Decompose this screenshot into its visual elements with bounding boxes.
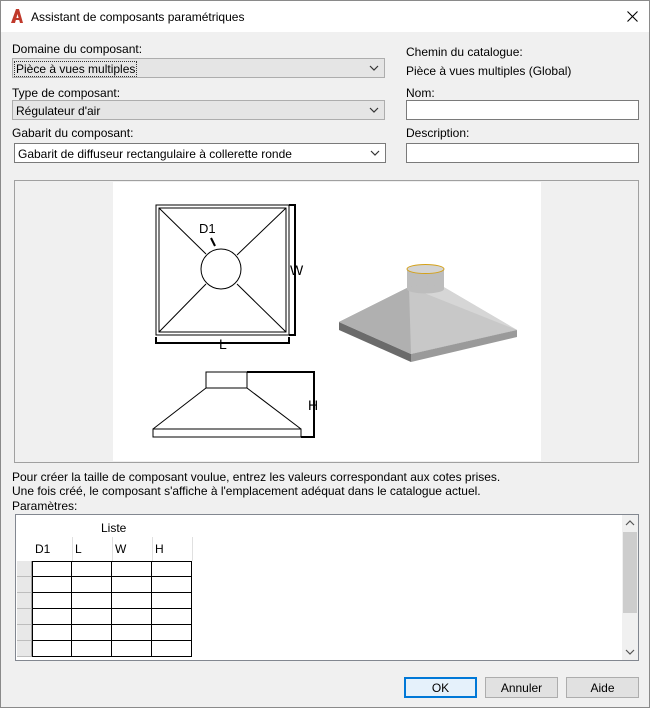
domain-select[interactable]	[12, 58, 385, 78]
parameters-label: Paramètres:	[12, 499, 78, 513]
grid-cell-d1[interactable]	[32, 641, 72, 657]
d1-dimension-label: D1	[199, 221, 216, 236]
header-column-separator	[152, 537, 153, 561]
scroll-thumb[interactable]	[623, 532, 637, 613]
ok-button[interactable]: OK	[404, 677, 477, 698]
grid-cell-d1[interactable]	[32, 577, 72, 593]
template-select[interactable]	[14, 143, 386, 163]
header-column-separator	[192, 537, 193, 561]
chevron-down-icon	[369, 62, 379, 74]
column-header-d1: D1	[35, 542, 51, 556]
parameters-grid[interactable]	[15, 514, 639, 661]
scroll-down-arrow-icon[interactable]	[625, 647, 635, 657]
row-header-cell[interactable]	[17, 609, 32, 625]
name-input[interactable]	[406, 100, 639, 120]
grid-cell-h[interactable]	[152, 641, 192, 657]
row-header-cell[interactable]	[17, 593, 32, 609]
type-select[interactable]	[12, 100, 385, 120]
w-dimension-label: W	[290, 262, 304, 278]
scroll-up-arrow-icon[interactable]	[625, 518, 635, 528]
column-header-h: H	[155, 542, 164, 556]
diffuser-drawing	[113, 182, 541, 461]
l-dimension-label: L	[219, 336, 227, 352]
grid-cell-w[interactable]	[112, 625, 152, 641]
cancel-button[interactable]: Annuler	[485, 677, 558, 698]
description-input[interactable]	[406, 143, 639, 163]
template-value: Gabarit de diffuseur rectangulaire à collerette ronde	[18, 147, 292, 161]
grid-cell-h[interactable]	[152, 561, 192, 577]
instruction-line-1: Pour créer la taille de composant voulue, entrez les valeurs correspondant aux cotes prises.	[12, 470, 501, 484]
help-button[interactable]: Aide	[566, 677, 639, 698]
h-dimension-label: H	[308, 397, 319, 413]
grid-cell-d1[interactable]	[32, 625, 72, 641]
column-header-l: L	[75, 542, 82, 556]
grid-cell-d1[interactable]	[32, 593, 72, 609]
description-label: Description:	[406, 126, 470, 140]
column-header-w: W	[115, 542, 127, 556]
instruction-line-2: Une fois créé, le composant s'affiche à l'emplacement adéquat dans le catalogue actuel.	[12, 484, 481, 498]
close-icon	[627, 11, 638, 22]
preview-panel	[14, 180, 639, 463]
grid-cell-h[interactable]	[152, 609, 192, 625]
domain-value: Pièce à vues multiples	[16, 62, 136, 76]
header-column-separator	[112, 537, 113, 561]
grid-cell-l[interactable]	[72, 561, 112, 577]
grid-cell-h[interactable]	[152, 625, 192, 641]
grid-cell-h[interactable]	[152, 593, 192, 609]
chevron-down-icon	[370, 147, 380, 159]
grid-cell-w[interactable]	[112, 593, 152, 609]
domain-label: Domaine du composant:	[12, 42, 143, 56]
diffuser-preview-image	[113, 182, 541, 461]
grid-group-header: Liste	[101, 521, 127, 535]
window-title: Assistant de composants paramétriques	[31, 10, 245, 24]
vertical-scrollbar[interactable]	[622, 515, 638, 660]
close-button[interactable]	[615, 1, 649, 32]
row-header-cell[interactable]	[17, 577, 32, 593]
row-header-cell[interactable]	[17, 625, 32, 641]
grid-cell-l[interactable]	[72, 609, 112, 625]
grid-cell-d1[interactable]	[32, 561, 72, 577]
type-label: Type de composant:	[12, 86, 121, 100]
elevation-view	[153, 372, 314, 437]
grid-cell-l[interactable]	[72, 625, 112, 641]
chevron-down-icon	[369, 104, 379, 116]
type-value: Régulateur d'air	[16, 104, 101, 118]
grid-cell-h[interactable]	[152, 577, 192, 593]
grid-cell-l[interactable]	[72, 577, 112, 593]
autocad-a-icon	[10, 8, 24, 24]
grid-cell-w[interactable]	[112, 609, 152, 625]
template-label: Gabarit du composant:	[12, 126, 134, 140]
plan-view	[156, 205, 295, 343]
title-bar	[1, 1, 649, 32]
grid-cell-l[interactable]	[72, 641, 112, 657]
grid-cell-l[interactable]	[72, 593, 112, 609]
row-header-cell[interactable]	[17, 641, 32, 657]
name-label: Nom:	[406, 86, 435, 100]
isometric-view	[339, 265, 517, 363]
grid-cell-d1[interactable]	[32, 609, 72, 625]
row-header-cell[interactable]	[17, 561, 32, 577]
grid-cell-w[interactable]	[112, 577, 152, 593]
header-column-separator	[72, 537, 73, 561]
grid-cell-w[interactable]	[112, 641, 152, 657]
catalog-path-value: Pièce à vues multiples (Global)	[406, 64, 572, 78]
catalog-path-label: Chemin du catalogue:	[406, 45, 523, 59]
grid-cell-w[interactable]	[112, 561, 152, 577]
